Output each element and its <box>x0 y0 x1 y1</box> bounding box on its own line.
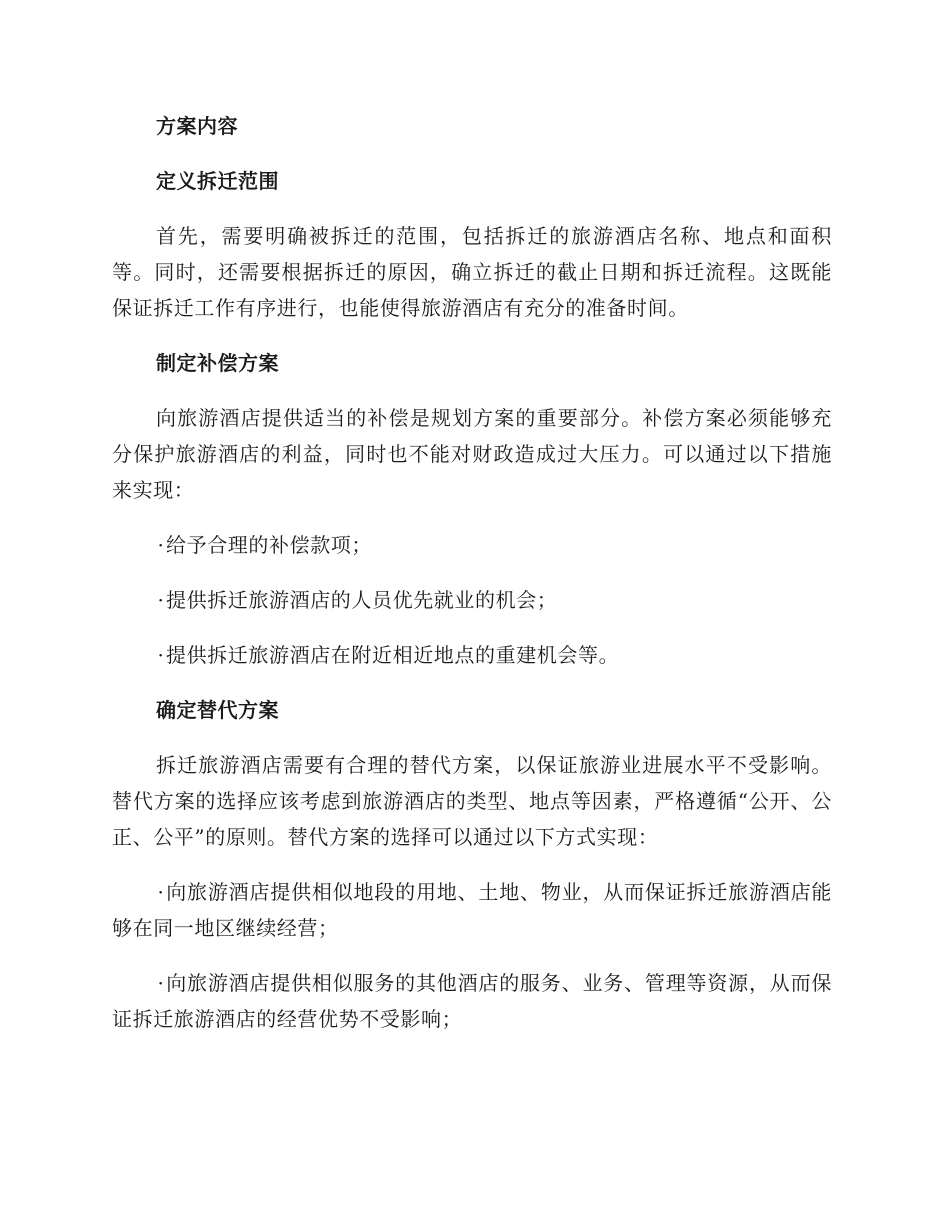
list-item <box>112 527 832 563</box>
section-heading-compensation: 制定补偿方案 <box>156 351 279 375</box>
list-item-text: 给予合理的补偿款项； <box>166 533 372 557</box>
list-item <box>112 582 832 618</box>
list-item-text: 向旅游酒店提供相似服务的其他酒店的服务、业务、管理等资源，从而保证拆迁旅游酒店的经营优势不受影响； <box>112 971 832 1031</box>
list-item <box>112 965 832 1037</box>
section-heading-define-scope: 定义拆迁范围 <box>156 169 279 193</box>
document-body <box>112 108 832 1056</box>
bullet-marker: · <box>157 643 165 667</box>
paragraph-define-scope: 首先，需要明确被拆迁的范围，包括拆迁的旅游酒店名称、地点和面积等。同时，还需要根据拆迁的原因，确立拆迁的截止日期和拆迁流程。这既能保证拆迁工作有序进行，也能使得旅游酒店有充分的准备时间。 <box>112 224 832 320</box>
bullet-marker: · <box>157 880 165 904</box>
section-heading-plan-content: 方案内容 <box>156 114 238 138</box>
list-item <box>112 637 832 673</box>
list-item-text: 提供拆迁旅游酒店的人员优先就业的机会； <box>166 588 558 612</box>
list-item-text: 提供拆迁旅游酒店在附近相近地点的重建机会等。 <box>166 643 620 667</box>
bullet-marker: · <box>157 533 165 557</box>
paragraph-compensation: 向旅游酒店提供适当的补偿是规划方案的重要部分。补偿方案必须能够充分保护旅游酒店的利益，同时也不能对财政造成过大压力。可以通过以下措施来实现： <box>112 406 832 502</box>
bullet-marker: · <box>157 588 165 612</box>
list-item-text: 向旅游酒店提供相似地段的用地、土地、物业，从而保证拆迁旅游酒店能够在同一地区继续经营； <box>112 880 832 940</box>
section-heading-alternatives: 确定替代方案 <box>156 698 279 722</box>
paragraph-alternatives: 拆迁旅游酒店需要有合理的替代方案，以保证旅游业进展水平不受影响。替代方案的选择应该考虑到旅游酒店的类型、地点等因素，严格遵循“公开、公正、公平”的原则。替代方案的选择可以通过以下方式实现： <box>112 753 832 849</box>
list-item <box>112 874 832 946</box>
bullet-marker: · <box>157 971 165 995</box>
